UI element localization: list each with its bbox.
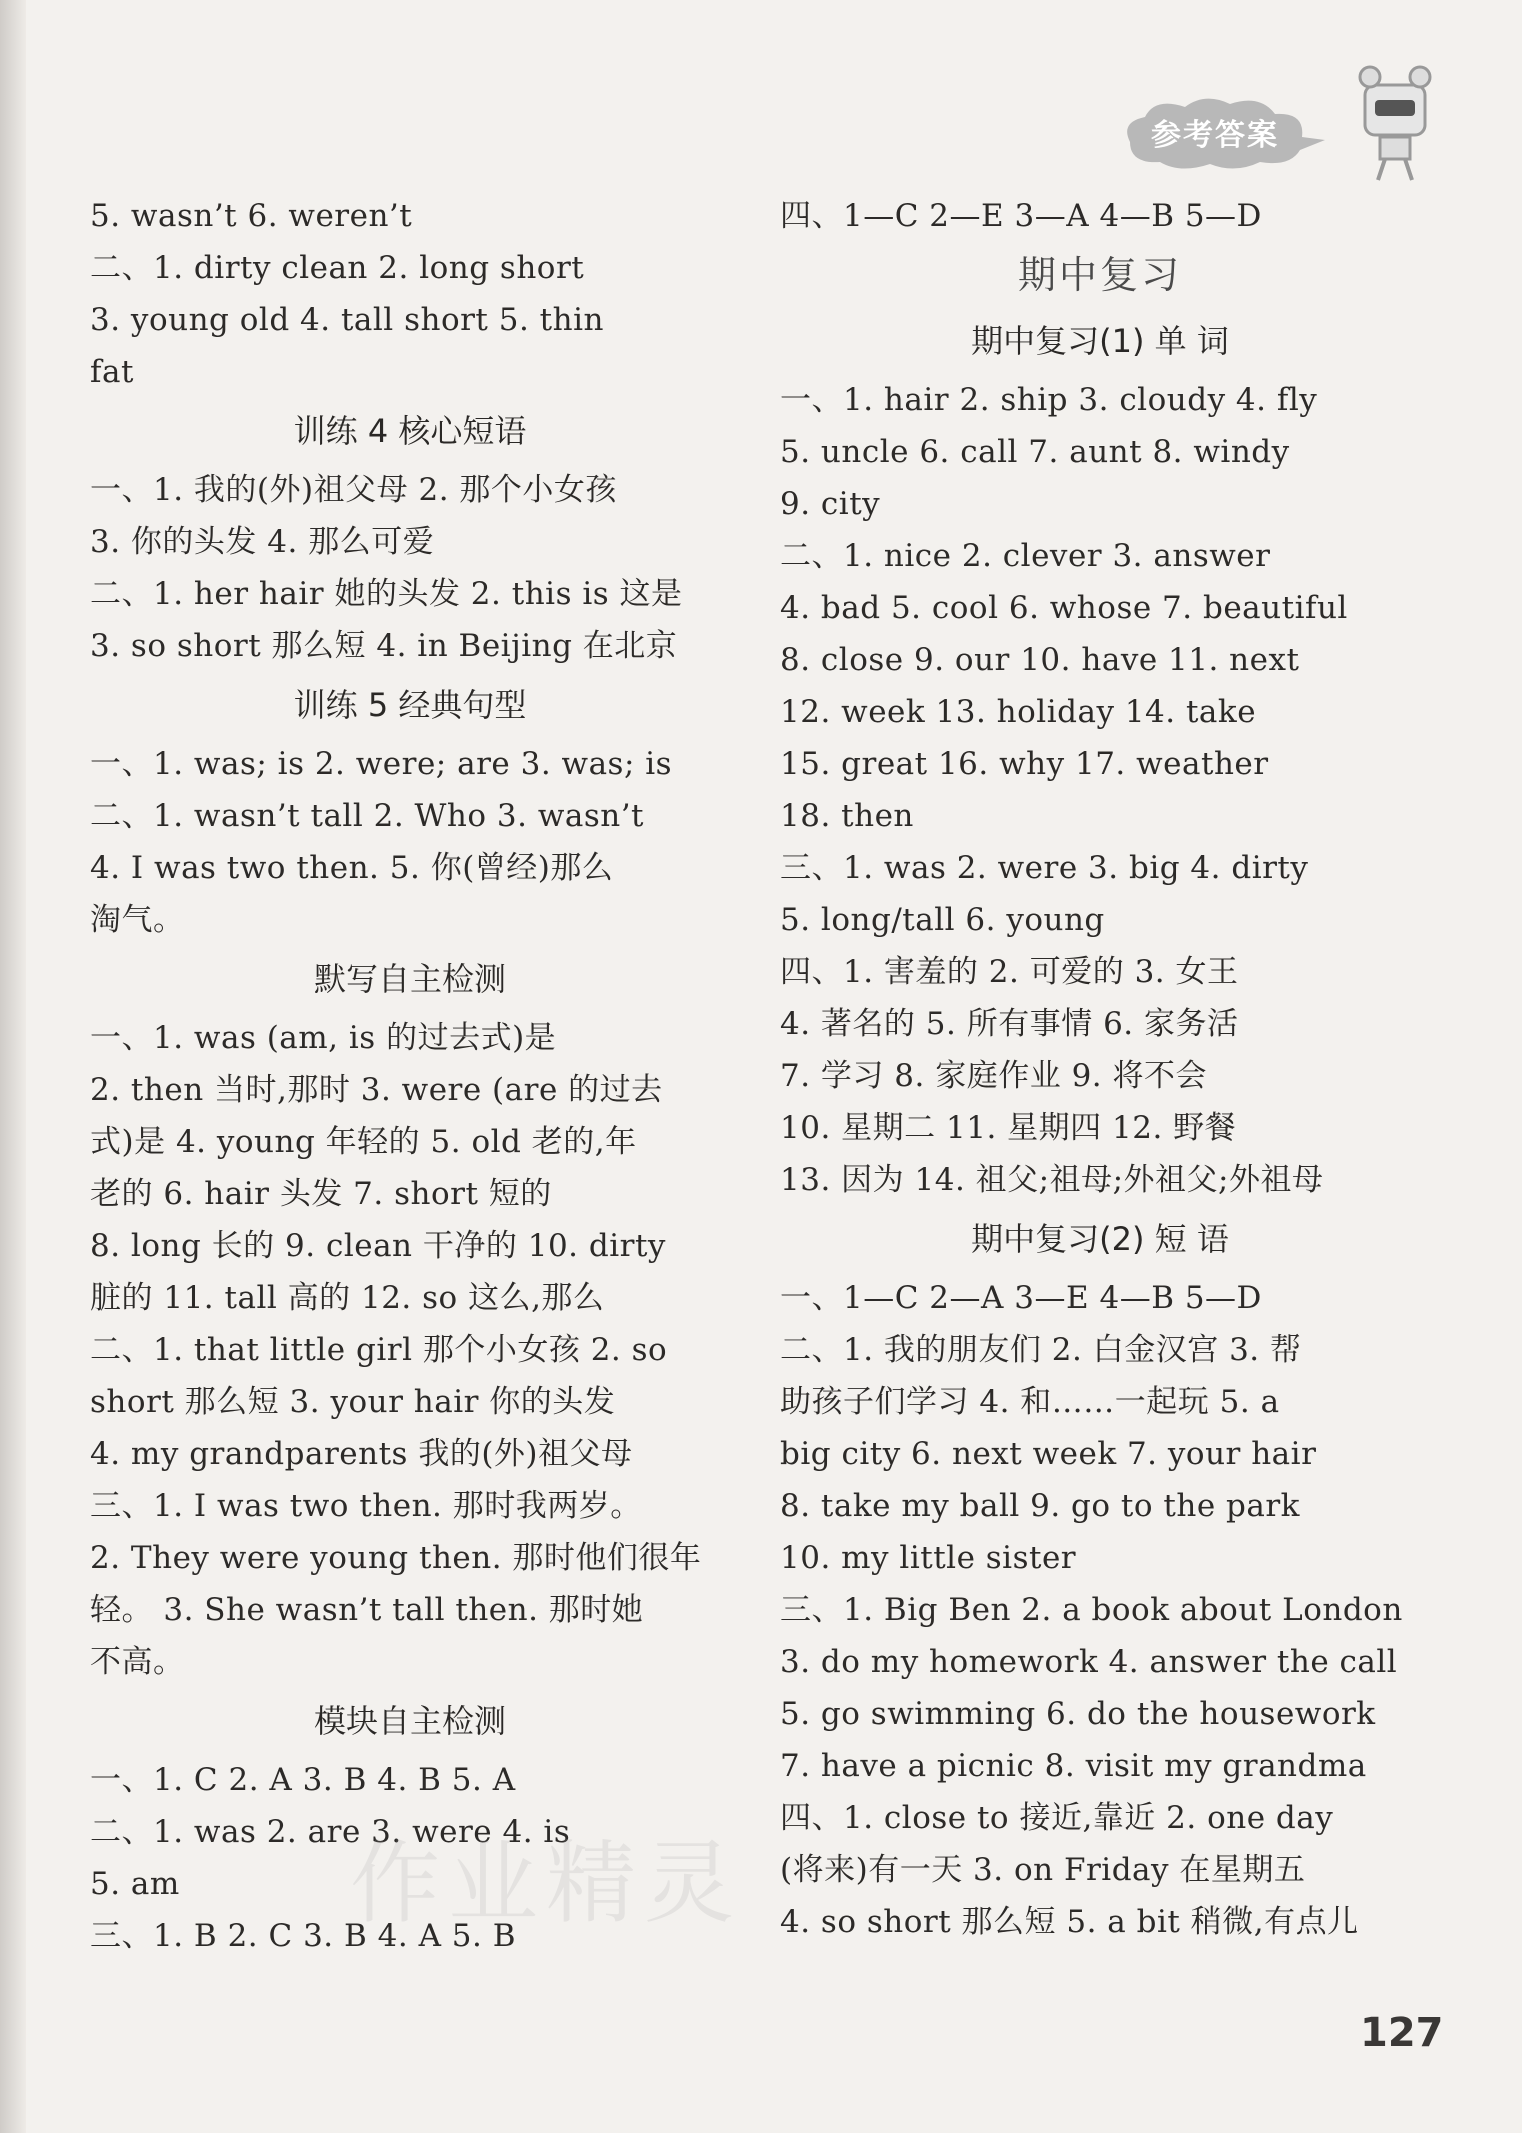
answer-line: 老的 6. hair 头发 7. short 短的	[90, 1176, 552, 1212]
answer-line: 5. wasn’t 6. weren’t	[90, 198, 413, 234]
answer-line: 2. They were young then. 那时他们很年	[90, 1540, 702, 1576]
answer-line: 3. 你的头发 4. 那么可爱	[90, 524, 435, 560]
answer-line: 一、1. was (am, is 的过去式)是	[90, 1020, 557, 1056]
answer-line: 8. take my ball 9. go to the park	[780, 1488, 1300, 1524]
answer-line: 12. week 13. holiday 14. take	[780, 694, 1257, 730]
section-heading: 模块自主检测	[313, 1702, 506, 1740]
left-column	[90, 190, 730, 1962]
answer-line: 一、1. C 2. A 3. B 4. B 5. A	[90, 1762, 516, 1798]
answer-line: 二、1. 我的朋友们 2. 白金汉宫 3. 帮	[780, 1332, 1302, 1368]
answer-line: 4. 著名的 5. 所有事情 6. 家务活	[780, 1006, 1239, 1042]
answer-line: 4. my grandparents 我的(外)祖父母	[90, 1436, 633, 1472]
answer-line: 四、1—C 2—E 3—A 4—B 5—D	[780, 198, 1262, 234]
answer-line: 7. 学习 8. 家庭作业 9. 将不会	[780, 1058, 1208, 1094]
answer-line: 2. then 当时,那时 3. were (are 的过去	[90, 1072, 663, 1108]
answer-line: 二、1. that little girl 那个小女孩 2. so	[90, 1332, 668, 1368]
answer-line: 15. great 16. why 17. weather	[780, 746, 1269, 782]
answer-line: 3. young old 4. tall short 5. thin	[90, 302, 604, 338]
answer-line: 一、1. 我的(外)祖父母 2. 那个小女孩	[90, 472, 617, 508]
section-heading: 训练 5 经典句型	[293, 686, 527, 724]
answer-badge-label: 参考答案	[1151, 118, 1279, 153]
answer-line: 4. I was two then. 5. 你(曾经)那么	[90, 850, 614, 886]
answer-line: 3. do my homework 4. answer the call	[780, 1644, 1398, 1680]
answer-line: 4. so short 那么短 5. a bit 稍微,有点儿	[780, 1904, 1359, 1940]
answer-line: 三、1. B 2. C 3. B 4. A 5. B	[90, 1918, 517, 1954]
answer-line: 三、1. I was two then. 那时我两岁。	[90, 1488, 642, 1524]
answer-line: big city 6. next week 7. your hair	[780, 1436, 1317, 1472]
answer-line: 18. then	[780, 798, 914, 834]
answer-line: 淘气。	[90, 902, 185, 938]
answer-line: 轻。 3. She wasn’t tall then. 那时她	[90, 1592, 644, 1628]
answer-line: 8. long 长的 9. clean 干净的 10. dirty	[90, 1228, 666, 1264]
section-heading: 训练 4 核心短语	[293, 412, 527, 450]
answer-line: 4. bad 5. cool 6. whose 7. beautiful	[780, 590, 1348, 626]
answer-line: 5. long/tall 6. young	[780, 902, 1105, 938]
answer-line: fat	[90, 354, 134, 390]
robot-mascot-icon	[1340, 55, 1450, 185]
part-title: 期中复习	[1017, 253, 1182, 297]
answer-line: 5. am	[90, 1866, 180, 1902]
answer-line: 一、1. hair 2. ship 3. cloudy 4. fly	[780, 382, 1318, 418]
answer-line: 5. uncle 6. call 7. aunt 8. windy	[780, 434, 1290, 470]
answer-line: 二、1. was 2. are 3. were 4. is	[90, 1814, 571, 1850]
page-binding-edge	[0, 0, 26, 2133]
answer-line: 三、1. Big Ben 2. a book about London	[780, 1592, 1403, 1628]
answer-line: 四、1. 害羞的 2. 可爱的 3. 女王	[780, 954, 1239, 990]
answer-line: 7. have a picnic 8. visit my grandma	[780, 1748, 1367, 1784]
answer-line: 二、1. wasn’t tall 2. Who 3. wasn’t	[90, 798, 645, 834]
answer-line: 二、1. her hair 她的头发 2. this is 这是	[90, 576, 683, 612]
answer-line: 5. go swimming 6. do the housework	[780, 1696, 1376, 1732]
answer-line: 不高。	[90, 1644, 185, 1680]
answer-line: 9. city	[780, 486, 881, 522]
answer-line: 三、1. was 2. were 3. big 4. dirty	[780, 850, 1309, 886]
answer-line: 助孩子们学习 4. 和……一起玩 5. a	[780, 1384, 1280, 1420]
section-heading: 默写自主检测	[313, 960, 506, 998]
answer-line: 一、1. was; is 2. were; are 3. was; is	[90, 746, 673, 782]
answer-line: 四、1. close to 接近,靠近 2. one day	[780, 1800, 1334, 1836]
answer-line: 二、1. nice 2. clever 3. answer	[780, 538, 1271, 574]
section-heading: 期中复习(1) 单 词	[971, 322, 1229, 360]
answer-line: 式)是 4. young 年轻的 5. old 老的,年	[90, 1124, 637, 1160]
answer-line: (将来)有一天 3. on Friday 在星期五	[780, 1852, 1306, 1888]
answer-line: 二、1. dirty clean 2. long short	[90, 250, 585, 286]
answer-line: 10. my little sister	[780, 1540, 1077, 1576]
section-heading: 期中复习(2) 短 语	[971, 1220, 1229, 1258]
answer-line: 8. close 9. our 10. have 11. next	[780, 642, 1300, 678]
right-column	[780, 190, 1420, 1948]
answer-line: 一、1—C 2—A 3—E 4—B 5—D	[780, 1280, 1262, 1316]
answer-line: 10. 星期二 11. 星期四 12. 野餐	[780, 1110, 1237, 1146]
answer-line: 脏的 11. tall 高的 12. so 这么,那么	[90, 1280, 605, 1316]
page-number: 127	[1360, 2010, 1444, 2056]
answer-line: 3. so short 那么短 4. in Beijing 在北京	[90, 628, 678, 664]
watermark: 作业精灵	[350, 1831, 742, 1936]
answer-line: 13. 因为 14. 祖父;祖母;外祖父;外祖母	[780, 1162, 1324, 1198]
answer-line: short 那么短 3. your hair 你的头发	[90, 1384, 616, 1420]
